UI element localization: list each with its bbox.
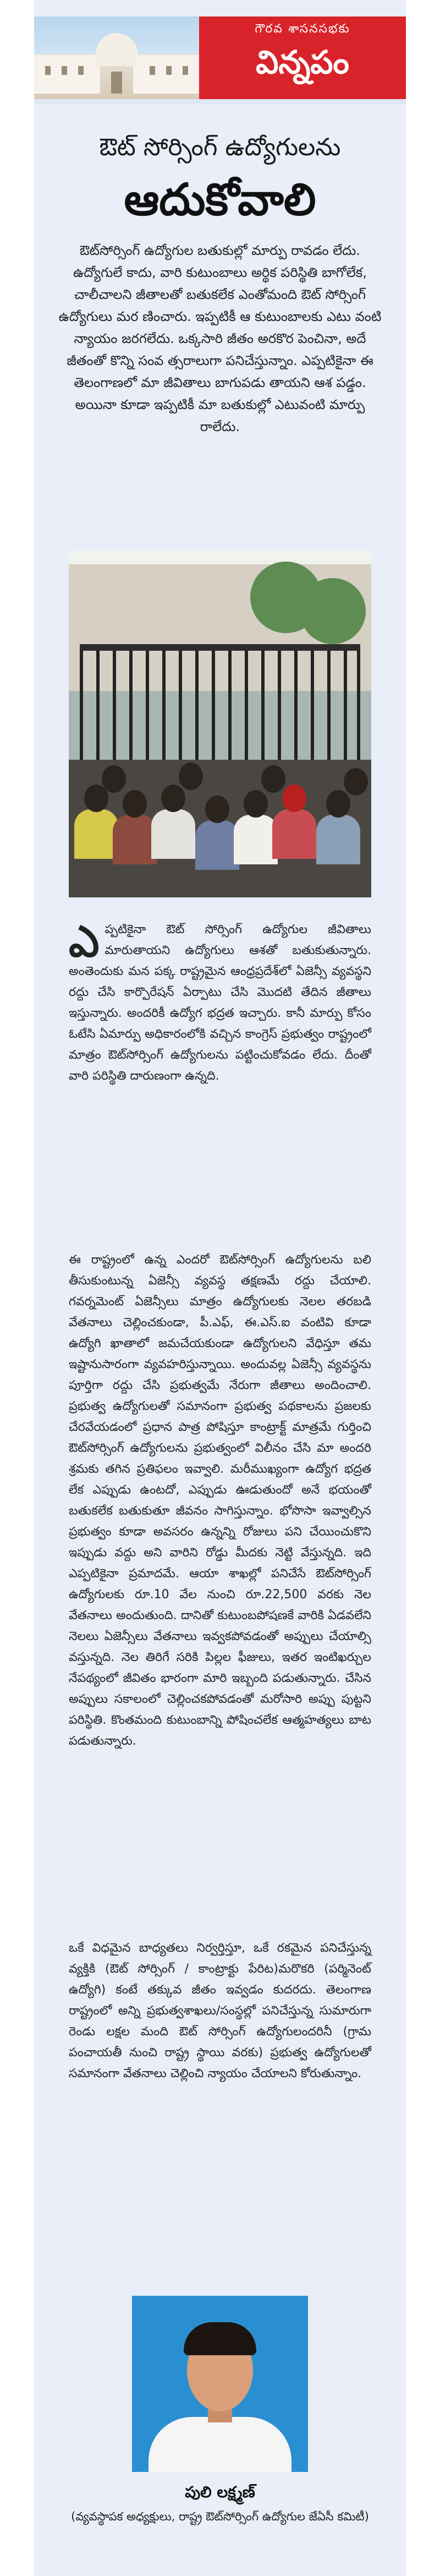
column-header xyxy=(34,17,406,105)
author-portrait xyxy=(132,2296,308,2472)
author-role: (వ్యవస్థాపక అధ్యక్షులు, రాష్ట్ర ఔట్‌సోర్సింగ్ ఉద్యోగుల జేఏసీ కమిటీ) xyxy=(71,2510,369,2523)
drop-cap: ఎ xyxy=(69,917,100,967)
intro-paragraph: ఔట్‌సోర్సింగ్ ఉద్యోగుల బతుకుల్లో మార్పు రావడం లేదు. ఉద్యోగులే కాదు, వారి కుటుంబాలు అర్థిక పరిస్థితి బాగోలేక, చాలీచాలని జీతాలతో బతుకలేక ఎంతోమంది ఔట్ సోర్సింగ్ ఉద్యోగులు మర ణించారు. ఇప్పటికీ ఆ కుటుంబాలకు ఎటు వంటి న్యాయం జరగలేదు. ఒక్కసారి జీతం అరకొర పెంచినా, అదే జీతంతో కొన్ని సంవ త్సరాలుగా పనిచేస్తున్నాం. ఎప్పటికైనా ఈ తెలంగాణలో మా జీవితాలు బాగుపడు తాయని ఆశ పడ్డం. అయినా కూడా ఇప్పటికీ మా బతుకుల్లో ఎటువంటి మార్పు రాలేదు. xyxy=(58,243,382,434)
paragraph-1-text: ప్పటికైనా ఔట్ సోర్సింగ్ ఉద్యోగుల జీవితాలు మారుతాయని ఉద్యోగులు ఆశతో బతుకుతున్నారు. అంతెందుకు మన పక్క రాష్ట్రమైన ఆంధ్రప్రదేశ్‌లో ఏజెన్సీ వ్యవస్థని రద్దు చేసి కార్పొరేషన్ ఏర్పాటు చేసి మొదటి తేదిన జీతాలు ఇస్తున్నారు. అందరికీ ఉద్యోగ భద్రత ఇచ్చారు. కానీ మార్పు కోసం ఓటేసి ఏమార్పు అధికారంలోకి వచ్చిన కాంగ్రెస్ ప్రభుత్వం రాష్ట్రంలో మాత్రం ఔట్‌సోర్సింగ్ ఉద్యోగులను పట్టించుకోవడం లేదు. దీంతో వారి పరిస్థితి దారుణంగా ఉన్నది. xyxy=(69,923,371,1083)
assembly-building-photo xyxy=(34,17,199,99)
article-paragraph-3: ఒకే విధమైన బాధ్యతలు నిర్వర్తిస్తూ, ఒకే రకమైన పనిచేస్తున్న వ్యక్తికి (ఔట్ సోర్సింగ్ / కాంట్రాక్టు పేరిట)మరొకరి (పర్మినెంట్ ఉద్యోగి) కంటే తక్కువ జీతం ఇవ్వడం కుదరదు. తెలంగాణ రాష్ట్రంలో అన్ని ప్రభుత్వశాఖలు/సంస్థల్లో పనిచేస్తున్న సుమారుగా రెండు లక్షల మంది ఔట్ సోర్సింగ్ ఉద్యోగులందరినీ (గ్రామ పంచాయతీ నుంచి రాష్ట్ర స్థాయి వరకు) ప్రభుత్వ ఉద్యోగులతో సమానంగా వేతనాలు చెల్లించి న్యాయం చేయాలని కోరుతున్నాం. xyxy=(69,1941,371,2081)
article-paragraph-2: ఈ రాష్ట్రంలో ఉన్న ఎందరో ఔట్‌సోర్సింగ్ ఉద్యోగులను బలి తీసుకుంటున్న ఏజెన్సీ వ్యవస్థ తక్షణమే రద్దు చేయాలి. గవర్నమెంట్ ఏజెన్సీలు మాత్రం ఉద్యోగులకు నెలల తరబడి వేతనాలు చెల్లించకుండా, పీ.ఎఫ్, ఈ.ఎస్.ఐ వంటివి కూడా ఉద్యోగి ఖాతాలో జమచేయకుండా ఉద్యోగులని వేధిస్తూ తమ ఇష్టానుసారంగా వ్యవహరిస్తున్నాయి. అందువల్ల ఏజెన్సీ వ్యవస్థను పూర్తిగా రద్దు చేసి ప్రభుత్వమే నేరుగా జీతాలు అందించాలి. ప్రభుత్వ ఉద్యోగులతో సమానంగా ప్రభుత్వ పథకాలను ప్రజలకు చేరవేయడంలో ప్రధాన పాత్ర పోషిస్తూ కాంట్రాక్ట్ మాత్రమే గుర్తించి ఔట్‌సోర్సింగ్ ఉద్యోగులను ప్రభుత్వంలో విలీనం చేసి మా అందరి శ్రమకు తగిన ప్రతిఫలం ఇవ్వాలి. మరీముఖ్యంగా ఉద్యోగ భద్రత లేక ఎప్పుడు ఉంటదో, ఎప్పుడు ఊడుతుందో అనే భయంతో బతుకలేక బతుకుతూ జీవనం సాగిస్తున్నాం. భోసొసా ఇవ్వాల్సిన ప్రభుత్వం కూడా అవసరం ఉన్నన్ని రోజులు పని చేయించుకొని ఇప్పుడు వద్దు అని వారిని రోడ్డు మీదకు నెట్టి వేస్తున్నది. ఇది ఎప్పటికైనా ప్రమాదమే. ఆయా శాఖల్లో పనిచేసే ఔట్‌సోర్సింగ్ ఉద్యోగులకు రూ.10 వేల నుంచి రూ.22,500 వరకు నెల వేతనాలు అందుతుంది. దానితో కుటుంబపోషణకే వారికి ఏడవలేని నెలలు ఏజెన్సీలు వేతనాలు ఇవ్వకపోవడంతో అప్పులు చేయాల్సి వస్తున్నది. నెల తిరిగే సరికి పిల్లల ఫీజులు, ఇతర ఇంటిఖర్చుల నేపథ్యంలో జీవితం భారంగా మారి ఇబ్బంది పడుతున్నారు. చేసిన అప్పులు సకాలంలో చెల్లించకపోవడంతో మరోసారి అప్పు పుట్టని పరిస్థితి. కొంతమంది కుటుంబాన్ని పోషించలేక ఆత్మహత్యలు బాట పడుతున్నారు. xyxy=(69,1253,371,1748)
protest-photo xyxy=(69,551,371,897)
column-title-banner xyxy=(199,17,406,99)
column-name: విన్నపం xyxy=(256,43,349,81)
article-paragraph-1 xyxy=(69,919,371,1087)
headline-line-1: ఔట్ సోర్సింగ్ ఉద్యోగులను xyxy=(99,133,341,161)
author-name: పులి లక్ష్మణ్ xyxy=(185,2483,255,2501)
headline-line-2: ఆదుకోవాలి xyxy=(124,174,316,225)
column-kicker: గౌరవ శాసనసభకు xyxy=(255,22,350,36)
